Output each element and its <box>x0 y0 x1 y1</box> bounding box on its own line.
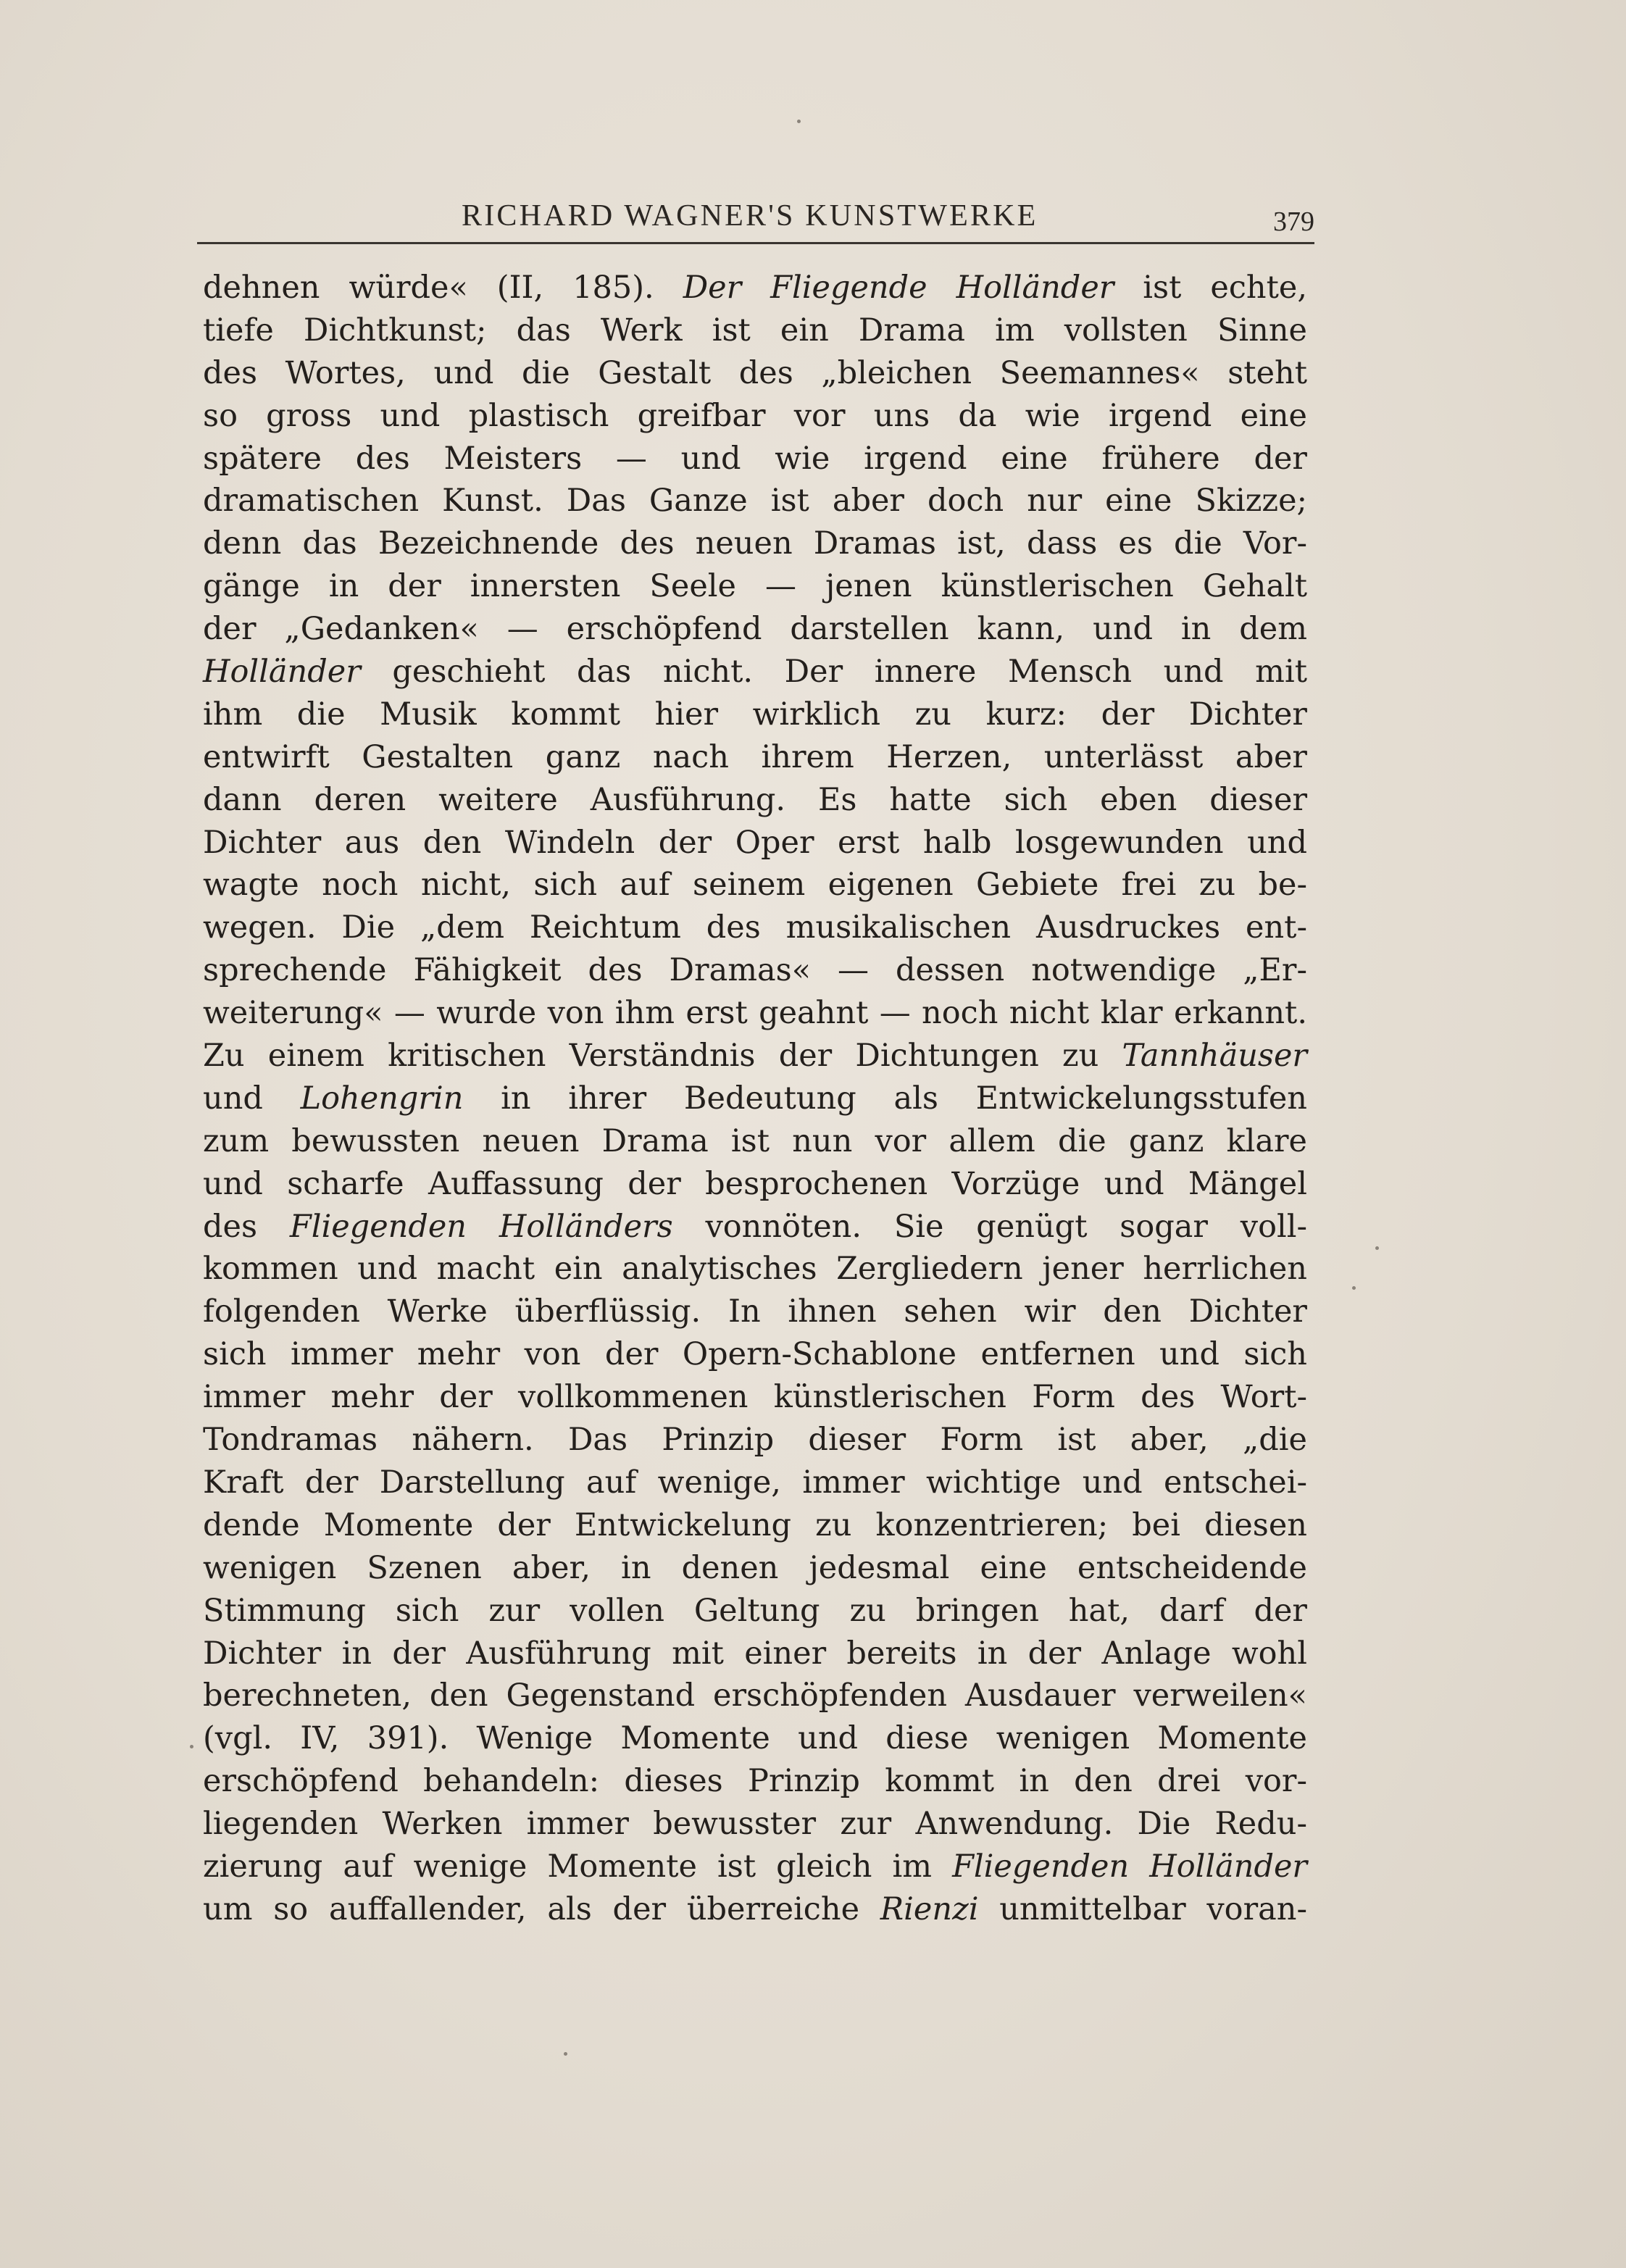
text-line <box>203 1760 1307 1803</box>
text-run: liegenden Werken immer bewusster zur Anwendung. Die Redu- <box>203 1806 1307 1843</box>
text-run: ihm die Musik kommt hier wirklich zu kurz: der Dichter <box>203 696 1307 733</box>
text-run: so gross und plastisch greifbar vor uns da wie irgend eine <box>203 397 1307 434</box>
page-header <box>197 194 1314 238</box>
text-line <box>203 1633 1307 1675</box>
italic-title: Lohengrin <box>300 1080 464 1117</box>
text-run: zum bewussten neuen Drama ist nun vor allem die ganz klare <box>203 1122 1307 1159</box>
text-run: der „Gedanken« — erschöpfend darstellen kann, und in dem <box>203 611 1307 648</box>
text-run: kommen und macht ein analytisches Zergliedern jener herrlichen <box>203 1251 1307 1288</box>
text-line <box>203 651 1307 693</box>
text-line <box>203 438 1307 480</box>
italic-title: Fliegenden Holländer <box>952 1848 1307 1885</box>
text-line <box>203 1333 1307 1376</box>
text-run: gänge in der innersten Seele — jenen künstlerischen Gehalt <box>203 568 1307 605</box>
text-line <box>203 480 1307 522</box>
text-line <box>203 1077 1307 1120</box>
italic-title: Rienzi <box>880 1890 979 1927</box>
text-run: spätere des Meisters — und wie irgend eine frühere der <box>203 440 1307 477</box>
text-run: denn das Bezeichnende des neuen Dramas ist, dass es die Vor- <box>203 525 1307 562</box>
header-rule <box>197 242 1314 244</box>
text-run: sprechende Fähigkeit des Dramas« — dessen notwendige „Er- <box>203 952 1307 989</box>
text-run: wagte noch nicht, sich auf seinem eigenen Gebiete frei zu be- <box>203 867 1307 904</box>
paper-speck <box>1375 1246 1379 1250</box>
text-line <box>203 1717 1307 1760</box>
text-line <box>203 1846 1307 1888</box>
italic-title: Holländer <box>203 654 361 691</box>
text-line <box>203 1206 1307 1248</box>
text-run: Dichter in der Ausführung mit einer bereits in der Anlage wohl <box>203 1635 1307 1672</box>
paper-speck <box>564 2052 567 2056</box>
italic-title: Der Fliegende Holländer <box>683 270 1114 306</box>
text-line <box>203 779 1307 822</box>
text-line <box>203 864 1307 906</box>
text-run: des <box>203 1208 290 1245</box>
text-run: wenigen Szenen aber, in denen jedesmal eine entscheidende <box>203 1549 1307 1586</box>
text-line <box>203 565 1307 608</box>
text-line <box>203 1888 1307 1931</box>
text-line <box>203 1803 1307 1846</box>
text-run: wegen. Die „dem Reichtum des musikalischen Ausdruckes ent- <box>203 909 1307 946</box>
text-run: um so auffallender, als der überreiche <box>203 1890 880 1927</box>
text-line <box>203 309 1307 352</box>
text-line <box>203 906 1307 949</box>
text-line <box>203 522 1307 565</box>
text-run: Dichter aus den Windeln der Oper erst halb losgewunden und <box>203 824 1307 861</box>
text-run: entwirft Gestalten ganz nach ihrem Herzen, unterlässt aber <box>203 738 1307 775</box>
text-line <box>203 1590 1307 1633</box>
text-run: Stimmung sich zur vollen Geltung zu bringen hat, darf der <box>203 1592 1307 1629</box>
text-line <box>203 693 1307 736</box>
text-line <box>203 1504 1307 1547</box>
text-run: ist echte, <box>1114 270 1308 306</box>
text-line <box>203 352 1307 395</box>
text-run: vonnöten. Sie genügt sogar voll- <box>672 1208 1307 1245</box>
text-line <box>203 1163 1307 1206</box>
text-line <box>203 949 1307 992</box>
paper-speck <box>190 1745 193 1748</box>
text-line <box>203 1419 1307 1462</box>
text-line <box>203 1248 1307 1291</box>
text-line <box>203 736 1307 779</box>
text-line <box>203 992 1307 1035</box>
text-run: Kraft der Darstellung auf wenige, immer wichtige und entschei- <box>203 1464 1307 1501</box>
text-line <box>203 822 1307 864</box>
italic-title: Tannhäuser <box>1122 1038 1307 1075</box>
text-line <box>203 1035 1307 1077</box>
text-run: dann deren weitere Ausführung. Es hatte sich eben dieser <box>203 781 1307 818</box>
text-run: dende Momente der Entwickelung zu konzentrieren; bei diesen <box>203 1506 1307 1543</box>
text-run: in ihrer Bedeutung als Entwickelungsstufen <box>463 1080 1307 1117</box>
text-line <box>203 1675 1307 1717</box>
text-line <box>203 1376 1307 1419</box>
text-run: immer mehr der vollkommenen künstlerischen Form des Wort- <box>203 1379 1307 1416</box>
text-run: sich immer mehr von der Opern-Schablone entfernen und sich <box>203 1336 1307 1373</box>
text-line <box>203 1462 1307 1504</box>
text-run: dehnen würde« (II, 185). <box>203 270 683 306</box>
text-line <box>203 1547 1307 1590</box>
text-run: unmittelbar voran- <box>978 1890 1307 1927</box>
text-run: Zu einem kritischen Verständnis der Dichtungen zu <box>203 1038 1122 1075</box>
italic-title: Fliegenden Holländers <box>289 1208 673 1245</box>
text-run: geschieht das nicht. Der innere Mensch und mit <box>360 654 1307 691</box>
text-run: weiterung« — wurde von ihm erst geahnt — noch nicht klar erkannt. <box>203 995 1307 1032</box>
text-run: erschöpfend behandeln: dieses Prinzip kommt in den drei vor- <box>203 1763 1307 1800</box>
text-run: zierung auf wenige Momente ist gleich im <box>203 1848 953 1885</box>
body-text <box>203 267 1307 1931</box>
page-number: 379 <box>1273 207 1314 237</box>
text-run: berechneten, den Gegenstand erschöpfenden Ausdauer verweilen« <box>203 1677 1307 1714</box>
running-title: RICHARD WAGNER'S KUNSTWERKE <box>462 199 1038 233</box>
text-run: (vgl. IV, 391). Wenige Momente und diese wenigen Momente <box>203 1720 1307 1757</box>
text-run: und <box>203 1080 301 1117</box>
text-run: folgenden Werke überflüssig. In ihnen sehen wir den Dichter <box>203 1293 1307 1330</box>
paper-speck <box>1352 1286 1356 1290</box>
text-line <box>203 1291 1307 1333</box>
text-line <box>203 1120 1307 1163</box>
text-run: und scharfe Auffassung der besprochenen Vorzüge und Mängel <box>203 1165 1307 1202</box>
text-line <box>203 608 1307 651</box>
text-line <box>203 267 1307 309</box>
text-run: Tondramas nähern. Das Prinzip dieser Form ist aber, „die <box>203 1422 1307 1459</box>
paper-speck <box>797 120 801 123</box>
text-run: dramatischen Kunst. Das Ganze ist aber doch nur eine Skizze; <box>203 483 1307 520</box>
text-run: tiefe Dichtkunst; das Werk ist ein Drama im vollsten Sinne <box>203 312 1307 349</box>
text-run: des Wortes, und die Gestalt des „bleichen Seemannes« steht <box>203 354 1307 391</box>
text-line <box>203 395 1307 438</box>
